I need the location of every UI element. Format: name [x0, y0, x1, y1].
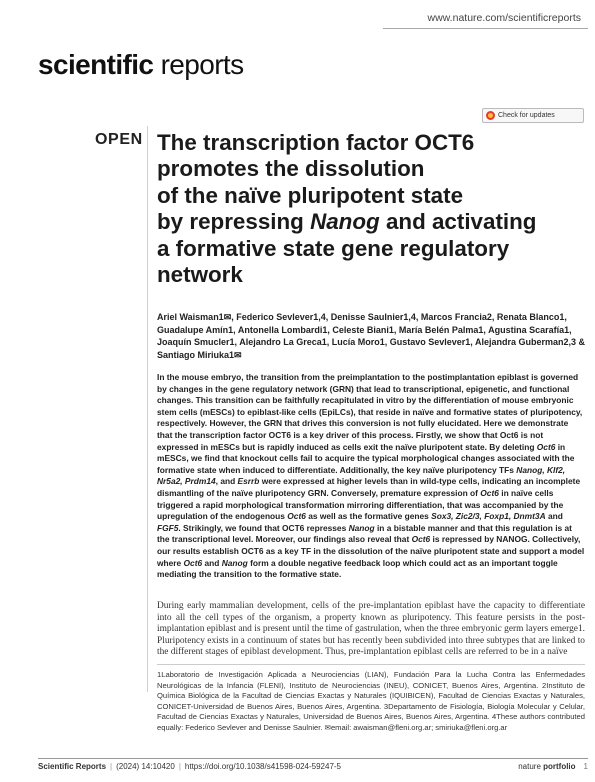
crossmark-icon	[486, 111, 495, 120]
abstract-text: in mESCs, we find that knockout cells fail to acquire the typical morphological changes associated with the formative state when induced to differentiate. Additionally, the key naïve pluripotency TFs	[157, 441, 575, 475]
abstract-gene: Nanog	[221, 557, 248, 568]
footer-doi-link[interactable]: https://doi.org/10.1038/s41598-024-59247-5	[184, 762, 342, 771]
abstract-gene: Oct6	[411, 534, 431, 545]
abstract-gene: Oct6	[480, 487, 499, 498]
abstract-text: , and	[215, 476, 238, 487]
title-line-5: a formative state gene regulatory	[157, 235, 510, 261]
header-rule	[383, 28, 588, 29]
author-list: Ariel Waisman1✉, Federico Sevlever1,4, Denisse Saulnier1,4, Marcos Francia2, Renata Blanco1, Guadalupe Amín1, Antonella Lombardi1, Celeste Biani1, María Belén Palma1, Agustina Scarafía1, Joaquín Smucler1, Alejandro La Greca1, Lucía Moro1, Gustavo Sevlever1, Alejandra Guberman2,3 & Santiago Miriuka1✉	[157, 312, 585, 360]
page-number: 1	[583, 762, 588, 771]
abstract-gene: Oct6	[536, 441, 556, 452]
check-for-updates-label: Check for updates	[498, 112, 555, 119]
abstract-text: were expressed at higher levels than in wild-type cells, indicating an incomplete dismantling of the naïve pluripotency GRN. Conversely, premature expression of	[157, 476, 581, 498]
publisher-bold: portfolio	[543, 762, 576, 771]
abstract-text: in naïve cells triggered a rapid morphological transformation mirroring differentiation, that was accompanied by the upregulation of the endogenous	[157, 487, 564, 522]
nature-portfolio-logo	[518, 762, 575, 771]
abstract-text: in a bistable manner and that this regulation is at the transcriptional level. Moreover, our findings also reveal that	[157, 522, 572, 545]
logo-light-text: reports	[153, 49, 244, 80]
intro-paragraph: During early mammalian development, cells of the pre-implantation epiblast have the capacity to differentiate into all the cell types of the organism, a property known as pluripotency. This feature persists in the post-implantation epiblast and is present until the time of gastrulation, when the three embryonic germ layers emerge1. Pluripotency exists in a continuum of states but has recently been subdivided into three subtypes that are linked to the different stages of epiblast development. Thus, pre-implantation epiblast cells are referred to be in a naïve	[157, 601, 585, 658]
title-line-3: of the naïve pluripotent state	[157, 182, 464, 208]
vertical-divider	[147, 126, 148, 692]
abstract-gene: Nanog, Klf2, Nr5a2, Prdm14	[157, 464, 566, 487]
title-line-4-italic: Nanog	[310, 209, 380, 235]
logo-bold-text: scientific	[38, 49, 154, 80]
title-line-4-post: and activating	[379, 209, 537, 235]
abstract-text: . Strikingly, we found that OCT6 represses	[178, 522, 349, 533]
article-title	[157, 130, 587, 288]
publisher-light: nature	[518, 762, 544, 771]
abstract-gene: Sox3, Zic2/3, Foxp1, Dnmt3A	[431, 511, 546, 522]
footer-separator: |	[178, 762, 181, 771]
title-line-4-pre: by repressing	[157, 209, 311, 235]
abstract-gene: Esrrb	[237, 476, 260, 487]
footer-journal: Scientific Reports	[38, 762, 107, 771]
journal-url[interactable]: www.nature.com/scientificreports	[427, 12, 581, 24]
abstract-text: and	[202, 557, 222, 568]
title-line-6: network	[157, 262, 243, 288]
abstract-gene: Nanog	[348, 522, 375, 533]
abstract-gene: Oct6	[287, 511, 306, 522]
abstract-text: as well as the formative genes	[305, 511, 432, 522]
abstract-text: form a double negative feedback loop which could act as an important toggle mediating the transition to the formative state.	[157, 557, 558, 580]
affiliations: 1Laboratorio de Investigación Aplicada a Neurociencias (LIAN), Fundación Para la Lucha Contra las Enfermedades Neurológicas de la Infancia (FLENI), Instituto de Neurociencias (INEU), CONICET, Buenos Aires, Argentina. 2Instituto de Química Biológica de la Facultad de Ciencias Exactas y Naturales (IQUIBICEN), Facultad de Ciencias Exactas y Naturales, CONICET-Universidad de Buenos Aires, Buenos Aires, Argentina. 3Departamento de Fisiología, Biología Molecular y Celular, Facultad de Ciencias Exactas y Naturales, Universidad de Buenos Aires, Buenos Aires, Argentina. 4These authors contributed equally: Federico Sevlever and Denisse Saulnier. ✉email: awaisman@fleni.org.ar; smiriuka@fleni.org.ar	[157, 670, 585, 732]
abstract-text: In the mouse embryo, the transition from the preimplantation to the postimplantation epiblast is governed by changes in the gene regulatory network (GRN) that lead to transcriptional, epigenetic, and functional changes. This transition can be faithfully recapitulated in vitro by the differentiation of mouse embryonic stem cells (mESCs) to epiblast-like cells (EpiLCs), that reside in naïve and formative states of pluripotency, respectively. However, the GRN that drives this conversion is not fully elucidated. Here we demonstrate that the transcription factor OCT6 is a key driver of this process. Firstly, we show that Oct6 is not expressed in mESCs but is rapidly induced as cells exit the naïve pluripotent state. By deleting	[157, 372, 583, 452]
abstract-gene: Oct6	[183, 557, 203, 568]
footer-separator: |	[110, 762, 113, 771]
title-line-1: The transcription factor OCT6	[157, 130, 475, 155]
affiliation-divider	[157, 664, 585, 665]
abstract-text: is repressed by NANOG. Collectively, our results establish OCT6 as a key TF in the dissolution of the naïve pluripotent state and support a model where	[157, 534, 585, 568]
abstract-text: and	[545, 511, 563, 522]
check-for-updates-button[interactable]	[482, 108, 584, 123]
footer-rule	[38, 758, 588, 759]
journal-logo	[38, 49, 244, 81]
page-footer	[38, 762, 588, 771]
open-access-label: OPEN	[95, 131, 143, 148]
abstract	[157, 372, 585, 581]
footer-volume: (2024) 14:10420	[116, 762, 175, 771]
abstract-gene: FGF5	[157, 522, 179, 533]
title-line-2: promotes the dissolution	[157, 156, 425, 182]
